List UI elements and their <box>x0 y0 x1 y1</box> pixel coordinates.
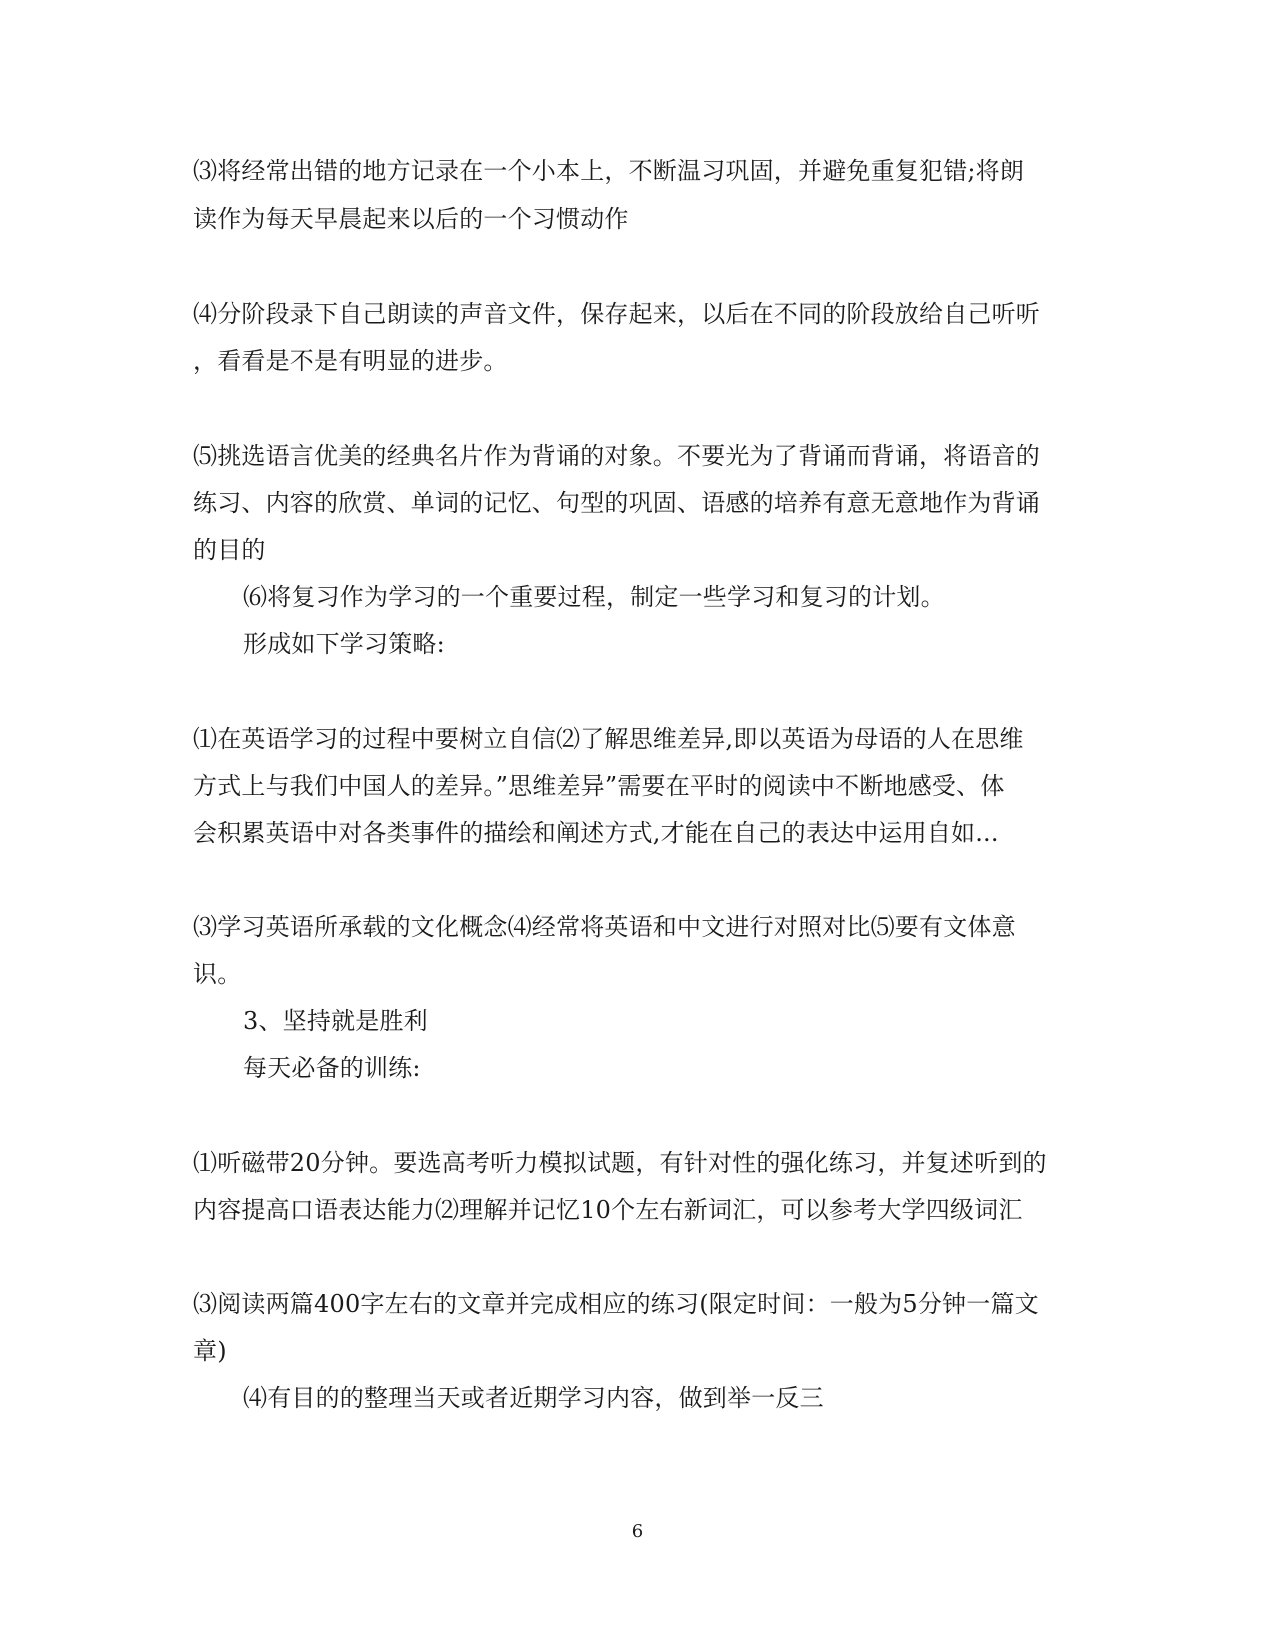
strategy-paragraph-line-2: 方式上与我们中国人的差异。”思维差异”需要在平时的阅读中不断地感受、体 <box>193 772 1005 800</box>
paragraph-4-line-2: ，看看是不是有明显的进步。 <box>193 347 508 375</box>
reading-paragraph-line-1: ⑶阅读两篇400字左右的文章并完成相应的练习(限定时间：一般为5分钟一篇文 <box>193 1290 1039 1318</box>
training-paragraph-line-2: 内容提高口语表达能力⑵理解并记忆10个左右新词汇，可以参考大学四级词汇 <box>193 1196 1023 1224</box>
paragraph-5-line-1: ⑸挑选语言优美的经典名片作为背诵的对象。不要光为了背诵而背诵，将语音的 <box>193 442 1040 470</box>
review-paragraph-line: ⑷有目的的整理当天或者近期学习内容，做到举一反三 <box>243 1384 824 1412</box>
paragraph-5-line-2: 练习、内容的欣赏、单词的记忆、句型的巩固、语感的培养有意无意地作为背诵 <box>193 489 1040 517</box>
strategy-paragraph-line-3: 会积累英语中对各类事件的描绘和阐述方式,才能在自己的表达中运用自如... <box>193 819 999 847</box>
daily-training-heading: 每天必备的训练: <box>243 1054 421 1082</box>
paragraph-5-line-3: 的目的 <box>193 536 266 564</box>
paragraph-6-line: ⑹将复习作为学习的一个重要过程，制定一些学习和复习的计划。 <box>243 583 945 611</box>
strategy-paragraph-line-1: ⑴在英语学习的过程中要树立自信⑵了解思维差异,即以英语为母语的人在思维 <box>193 725 1024 753</box>
page-number: 6 <box>631 1521 644 1542</box>
paragraph-3-line-2: 读作为每天早晨起来以后的一个习惯动作 <box>193 205 629 233</box>
paragraph-4-line-1: ⑷分阶段录下自己朗读的声音文件，保存起来，以后在不同的阶段放给自己听听 <box>193 300 1040 328</box>
strategy-heading: 形成如下学习策略: <box>243 630 445 658</box>
training-paragraph-line-1: ⑴听磁带20分钟。要选高考听力模拟试题，有针对性的强化练习，并复述听到的 <box>193 1149 1047 1177</box>
culture-paragraph-line-1: ⑶学习英语所承载的文化概念⑷经常将英语和中文进行对照对比⑸要有文体意 <box>193 913 1016 941</box>
section-heading-persistence: 3、坚持就是胜利 <box>243 1007 428 1035</box>
culture-paragraph-line-2: 识。 <box>193 960 242 988</box>
reading-paragraph-line-2: 章) <box>193 1337 227 1365</box>
paragraph-3-line-1: ⑶将经常出错的地方记录在一个小本上，不断温习巩固，并避免重复犯错;将朗 <box>193 157 1025 185</box>
